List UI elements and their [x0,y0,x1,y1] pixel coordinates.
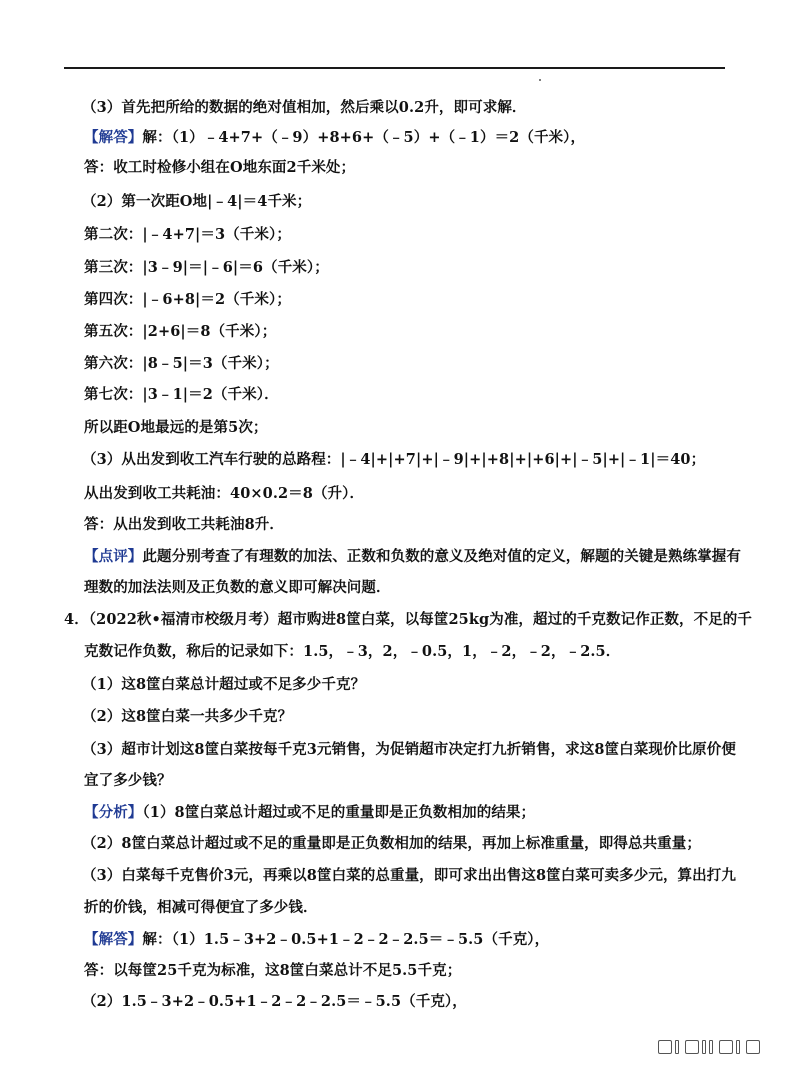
image-toolbar [652,1040,760,1054]
text-line: 所以距O地最远的是第5次； [84,419,268,436]
text-line: 第二次：|﹣4+7|＝3（千米）； [84,226,291,243]
text-line: 答：从出发到收工共耗油8升． [84,516,284,533]
answer-tag: 【解答】 [84,129,143,146]
bar-icon[interactable] [709,1040,713,1054]
text-line: （3）首先把所给的数据的绝对值相加，然后乘以0.2升，即可求解． [82,99,527,116]
comment-tag: 【点评】 [84,548,143,565]
text-line: 解：（1）1.5﹣3+2﹣0.5+1﹣2﹣2﹣2.5＝﹣5.5（千克）， [142,931,550,948]
text-line: （2）1.5﹣3+2﹣0.5+1﹣2﹣2﹣2.5＝﹣5.5（千克）， [82,993,467,1010]
header-rule [64,67,725,69]
text-line: 第四次：|﹣6+8|＝2（千米）； [84,291,291,308]
text-line: 解：（1）﹣4+7+（﹣9）+8+6+（﹣5）+（﹣1）＝2（千米）， [142,129,586,146]
text-line: （2）这8筐白菜一共多少千克？ [82,708,293,725]
text-line: 答：以每筐25千克为标准，这8筐白菜总计不足5.5千克； [84,962,462,979]
text-line: 此题分别考查了有理数的加法、正数和负数的意义及绝对值的定义，解题的关键是熟练掌握有 [142,548,742,565]
text-line: （1）这8筐白菜总计超过或不足多少千克？ [82,676,366,693]
text-line: 答：收工时检修小组在O地东面2千米处； [84,159,356,176]
page-icon[interactable] [685,1040,699,1054]
comment-line [0,547,788,567]
text-line: （1）8筐白菜总计超过或不足的重量即是正负数相加的结果； [142,804,536,821]
text-line: 宜了多少钱？ [84,772,172,789]
page-icon[interactable] [658,1040,672,1054]
answer-line [0,930,788,950]
analysis-tag: 【分析】 [84,804,143,821]
answer-line [0,128,788,148]
text-line: （2）8筐白菜总计超过或不足的重量即是正负数相加的结果，再加上标准重量，即得总共重量； [82,835,701,852]
text-line: （3）从出发到收工汽车行驶的总路程：|﹣4|+|+7|+|﹣9|+|+8|+|+6|+|﹣5|+|﹣1|＝40； [82,451,706,468]
text-line: 第五次：|2+6|＝8（千米）； [84,323,277,340]
text-line: 理数的加法法则及正负数的意义即可解决问题． [84,579,391,596]
text-line: 第六次：|8﹣5|＝3（千米）； [84,355,279,372]
text-line: 第三次：|3﹣9|＝|﹣6|＝6（千米）； [84,259,329,276]
analysis-line [0,803,788,823]
text-line: 折的价钱，相减可得便宜了多少钱． [84,899,318,916]
text-line: 克数记作负数，称后的记录如下：1.5，﹣3，2，﹣0.5，1，﹣2，﹣2，﹣2.5． [84,643,621,660]
bar-icon[interactable] [675,1040,679,1054]
text-line: （3）超市计划这8筐白菜按每千克3元销售，为促销超市决定打九折销售，求这8筐白菜现价比原价便 [82,741,736,758]
page-icon[interactable] [746,1040,760,1054]
text-line: 第七次：|3﹣1|＝2（千米）． [84,386,279,403]
text-line: （2）第一次距O地|﹣4|＝4千米； [82,193,312,210]
page-icon[interactable] [719,1040,733,1054]
question-line: 4．（2022秋•福清市校级月考）超市购进8筐白菜，以每筐25kg为准，超过的千克数记作正数，不足的千 [64,611,753,628]
text-line: 从出发到收工共耗油：40×0.2＝8（升）． [84,485,365,502]
answer-tag: 【解答】 [84,931,143,948]
bar-icon[interactable] [702,1040,706,1054]
scan-speck [539,79,541,81]
bar-icon[interactable] [736,1040,740,1054]
text-line: （3）白菜每千克售价3元，再乘以8筐白菜的总重量，即可求出出售这8筐白菜可卖多少元，算出打九 [82,867,736,884]
